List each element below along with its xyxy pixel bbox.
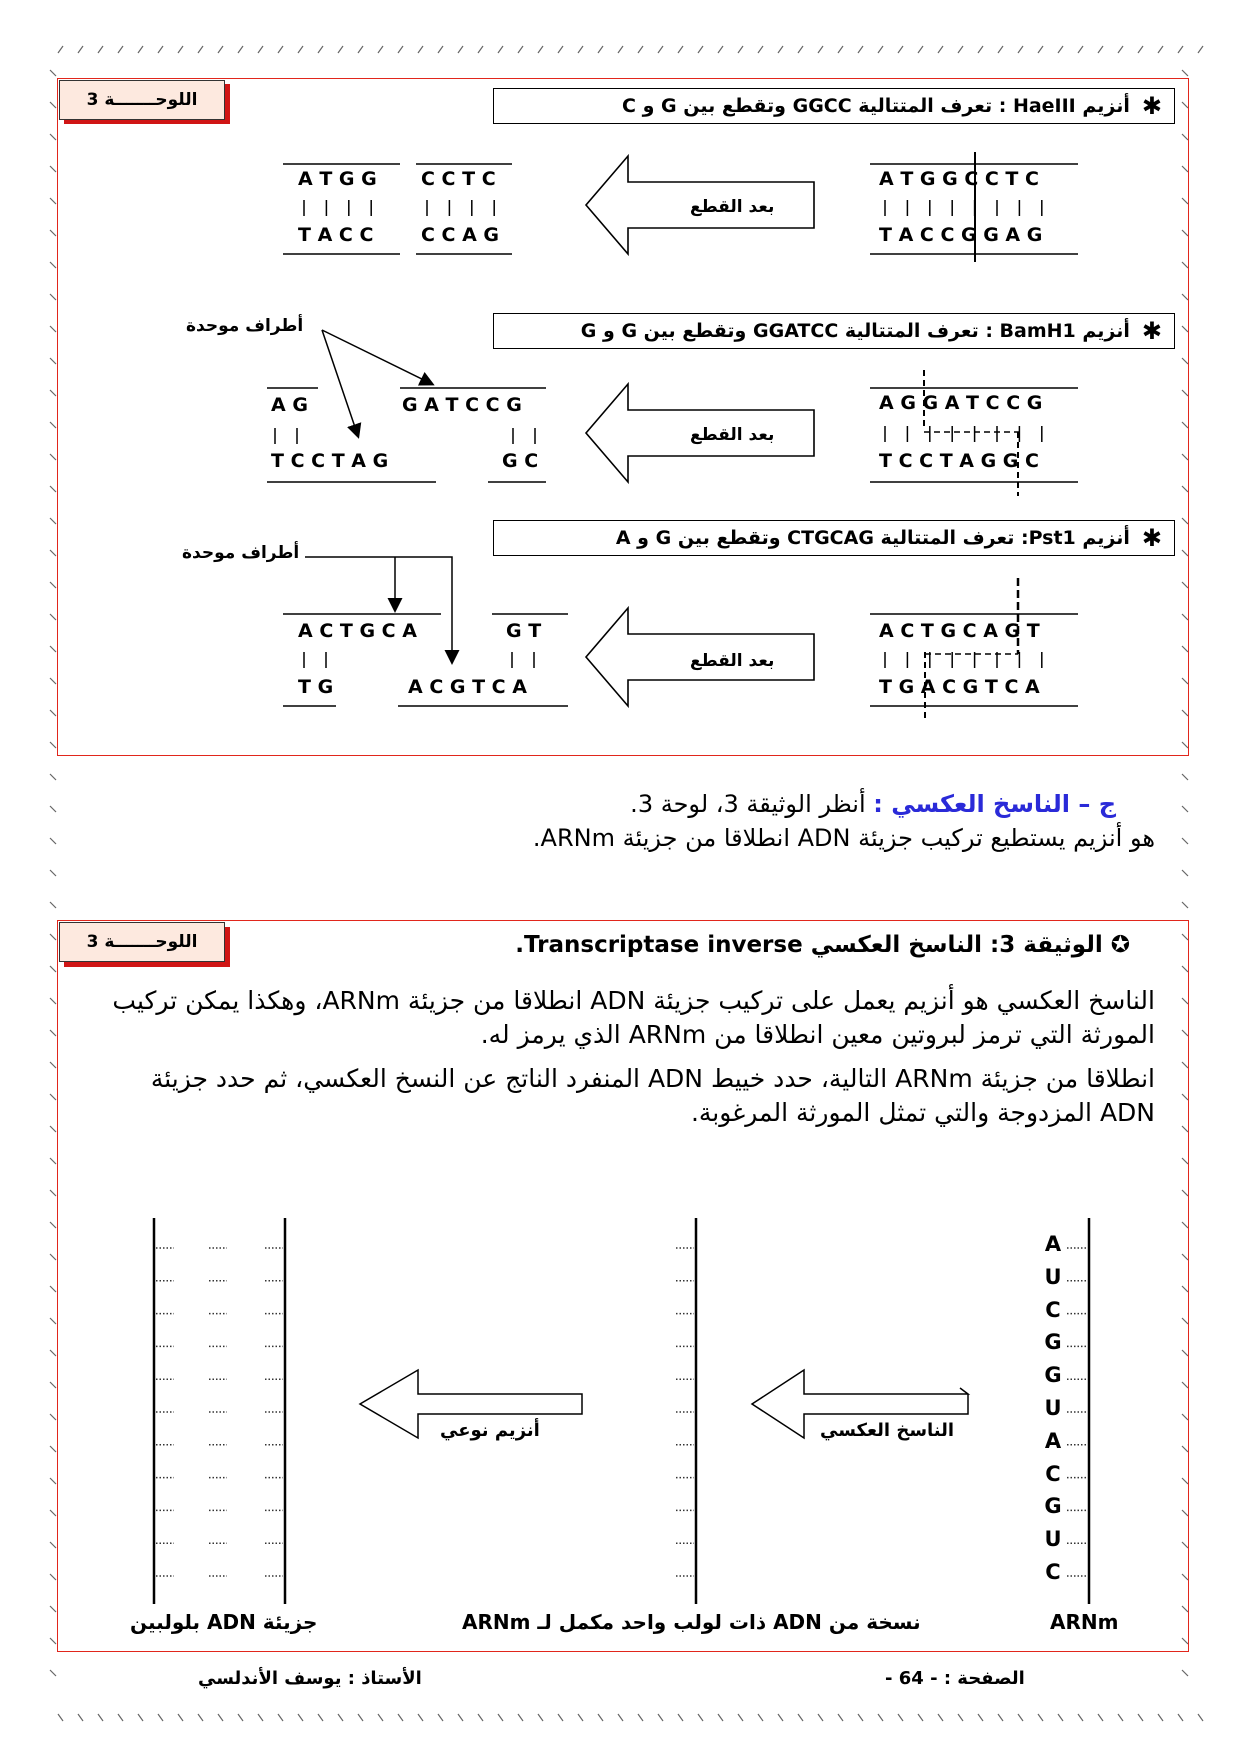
caption-single-strand-dna: نسخة من ADN ذات لولب واحد مكمل لـ ARNm [462,1610,921,1634]
document-3-paragraph-1: الناسخ العكسي هو أنزيم يعمل على تركيب جزيئة ADN انطلاقا من جزيئة ARNm، وهكذا يمكن تركيب المورثة التي ترمز لبروتين معين انطلاقا من ARNm الذي يرمز له. [112,986,1155,1049]
section-heading-line [120,788,1116,821]
pst1-after-right-top: G T [506,620,542,642]
section-heading: ج – الناسخ العكسي : [873,790,1116,818]
haeiii-after-right-top: C C T C [421,168,496,190]
bamh1-before-top: A G G A T C C G [879,392,1043,414]
pst1-before-bottom: T G A C G T C A [879,676,1040,698]
bamh1-before-bottom: T C C T A G G C [879,450,1039,472]
bamh1-after-left-bottom: T C C T A G [271,450,389,472]
asterisk-icon: ✱ [1141,317,1162,345]
mrna-base: U [1044,1264,1062,1289]
mrna-base: G [1044,1494,1062,1519]
arrow-label-reverse-transcriptase: الناسخ العكسي [820,1420,955,1441]
footer-page-number: الصفحة : - 64 - [885,1668,1025,1689]
enzyme-header-pst1: ✱ أنزيم Pst1: تعرف المتتالية CTGCAG وتقطع بين G و A [493,520,1175,556]
haeiii-before-bottom: T A C C G G A G [879,224,1043,246]
caption-double-strand-dna: جزيئة ADN بلولبين [130,1610,318,1634]
pst1-after-right-bottom: A C G T C A [408,676,527,698]
mrna-base: C [1045,1461,1061,1486]
arrow-label-after-cut-2: بعد القطع [690,425,775,445]
mrna-base: A [1044,1232,1062,1256]
mrna-base: G [1044,1330,1062,1355]
mrna-base: G [1044,1363,1062,1388]
panel-label-2: اللوحـــــــة 3 [59,922,225,962]
bamh1-after-left-top: A G [271,394,308,416]
pst1-after-left-bottom: T G [298,676,334,698]
document-3-paragraph-2: انطلاقا من جزيئة ARNm التالية، حدد خييط ADN المنفرد الناتج عن النسخ العكسي، ثم حدد جزيئة ADN المزدوجة والتي تمثل المورثة المرغوبة. [150,1064,1155,1127]
callout-sticky-ends-1: أطراف موحدة [186,316,304,336]
enzyme-header-bamh1: ✱ أنزيم BamH1 : تعرف المتتالية GGATCC وتقطع بين G و G [493,313,1175,349]
mrna-base: C [1045,1560,1061,1584]
haeiii-after-left-top: A T G G [298,168,377,190]
haeiii-before-top: A T G G C C T C [879,168,1039,190]
document-3-title: الوثيقة 3: الناسخ العكسي Transcriptase inverse. [515,932,1103,958]
section-definition: هو أنزيم يستطيع تركيب جزيئة ADN انطلاقا من جزيئة ARNm. [532,824,1155,852]
section-reference: أنظر الوثيقة 3، لوحة 3. [630,790,874,818]
mrna-base: A [1044,1428,1062,1453]
bamh1-after-right-top: G A T C C G [402,394,522,416]
arrow-label-specific-enzyme: أنزيم نوعي [440,1420,540,1441]
asterisk-icon: ✱ [1141,524,1162,552]
footer-teacher: الأستاذ : يوسف الأندلسي [198,1668,422,1689]
panel-label: اللوحـــــــة 3 [59,80,225,120]
callout-sticky-ends-2: أطراف موحدة [182,543,300,563]
caption-arnm: ARNm [1050,1610,1119,1634]
arrow-label-after-cut-1: بعد القطع [690,197,775,217]
asterisk-icon: ✱ [1141,92,1162,120]
arrow-label-after-cut-3: بعد القطع [690,651,775,671]
document-3-title-line [400,932,1130,958]
mrna-base: U [1044,1396,1062,1420]
haeiii-after-right-bottom: C C A G [421,224,500,246]
pst1-before-top: A C T G C A G T [879,620,1040,642]
pst1-after-left-top: A C T G C A [298,620,417,642]
mrna-base: U [1044,1527,1062,1552]
bamh1-after-right-bottom: G C [502,450,539,472]
mrna-base: C [1045,1297,1061,1322]
restriction-diagram-lines [0,0,1240,760]
bullet-star-icon: ✪ [1110,932,1130,958]
haeiii-after-left-bottom: T A C C [298,224,374,246]
enzyme-header-haeiii: ✱ أنزيم HaeIII : تعرف المتتالية GGCC وتقطع بين G و C [493,88,1175,124]
